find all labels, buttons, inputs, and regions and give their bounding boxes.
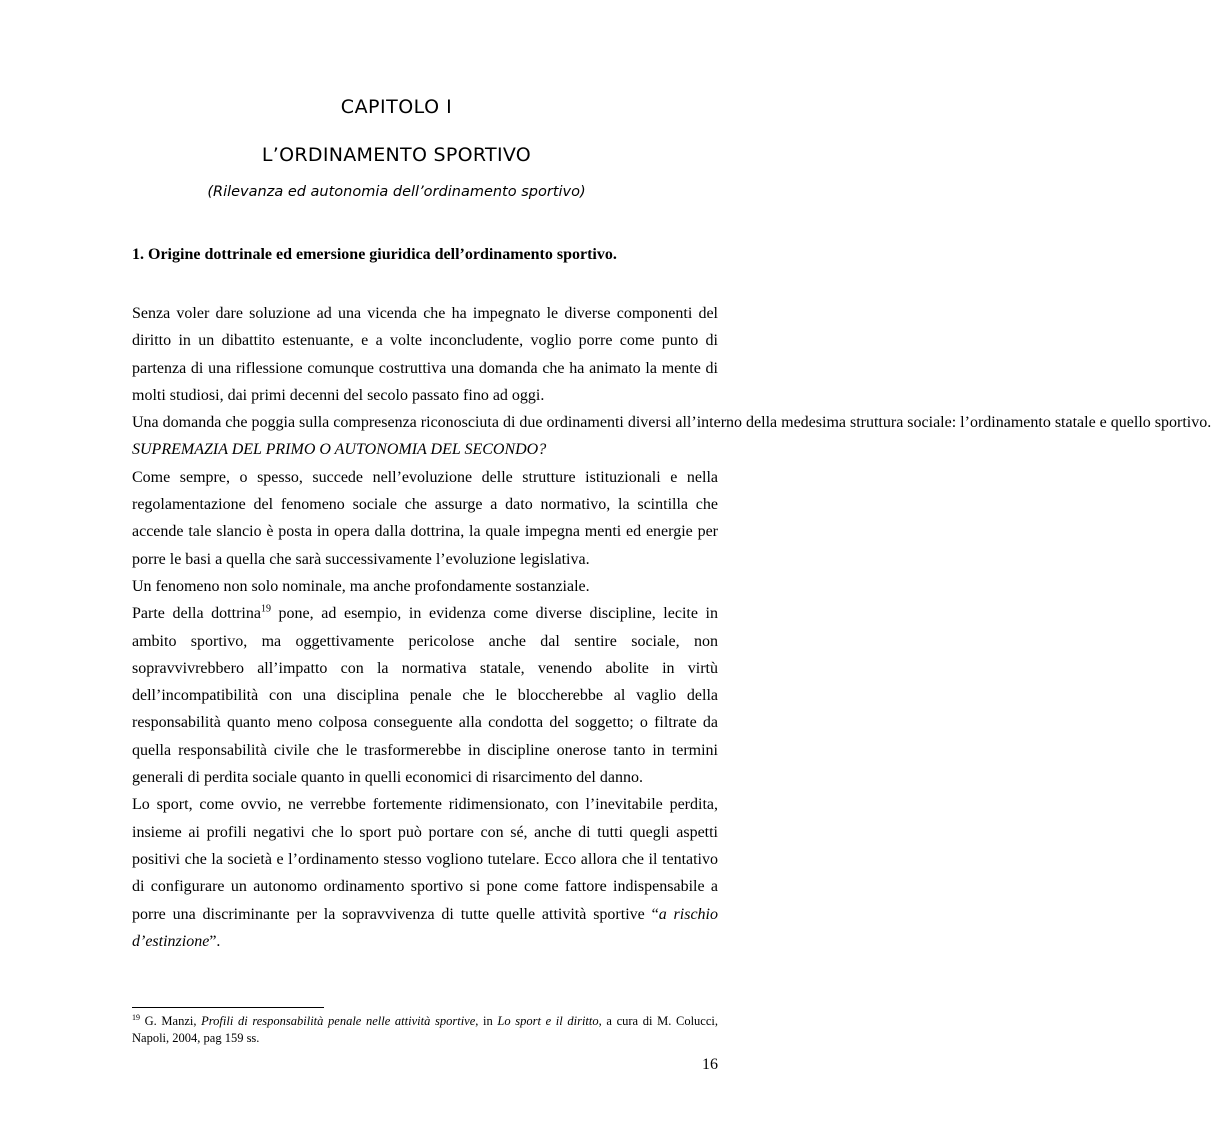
paragraph-4: Come sempre, o spesso, succede nell’evoluzione delle strutture istituzionali e nella regolamentazione del fenomeno sociale che assurge a dato normativo, la scintilla che accende tale slancio è posta in opera dalla dottrina, la quale impegna menti ed energie per porre le basi a quella che sarà successivamente l’evoluzione legislativa. [132, 468, 718, 568]
footnote-italic-2: Lo sport e il diritto [497, 1014, 599, 1028]
paragraph-3-question: SUPREMAZIA DEL PRIMO O AUTONOMIA DEL SECONDO? [132, 441, 547, 459]
paragraph-5: Un fenomeno non solo nominale, ma anche profondamente sostanziale. [132, 577, 590, 595]
footnote-italic-1: Profili di responsabilità penale nelle attività sportive [201, 1014, 476, 1028]
footnote-number: 19 [132, 1012, 140, 1022]
paragraph-6-start: Parte della dottrina [132, 605, 261, 623]
paragraph-6 [132, 600, 718, 791]
chapter-title: L’ORDINAMENTO SPORTIVO [261, 144, 532, 166]
page-number: 16 [702, 1056, 718, 1073]
paragraph-7-start: Lo sport, come ovvio, ne verrebbe fortemente ridimensionato, con l’inevitabile perdita, insieme ai profili negativi che lo sport può portare con sé, anche di tutti quegli aspetti positivi che la società e l’ordinamento stesso vogliono tutelare. Ecco allora che il tentativo di configurare un autonomo ordinamento sportivo si pone come fattore indispensabile a porre una discriminante per la sopravvivenza di tutte quelle attività sportive “ [132, 796, 718, 923]
paragraph-7-italic: a rischio d’estinzione [132, 905, 718, 950]
paragraph-7 [132, 791, 718, 955]
footnote-reference[interactable]: 19 [260, 603, 271, 615]
paragraph-1: Senza voler dare soluzione ad una vicenda che ha impegnato le diverse componenti del diritto in un dibattito estenuante, e a volte inconcludente, voglio porre come punto di partenza di una riflessione comunque costruttiva una domanda che ha animato la mente di molti studiosi, dai primi decenni del secolo passato fino ad oggi. [132, 305, 718, 404]
body-text [132, 300, 1211, 955]
paragraph-6-rest: pone, ad esempio, in evidenza come diverse discipline, lecite in ambito sportivo, ma oggettivamente pericolose anche dal sentire sociale, non sopravvivrebbero all’impatto con la normativa statale, venendo abolite in virtù dell’incompatibilità con una disciplina penale che le bloccherebbe al vaglio della responsabilità quanto meno colposa conseguente alla condotta del soggetto; o filtrate da quella responsabilità civile che le trasformerebbe in discipline onerose tanto in termini generali di perdita sociale quanto in quelli economici di risarcimento del danno. [132, 605, 719, 787]
paragraph-7-end: ”. [209, 932, 221, 950]
chapter-subtitle: (Rilevanza ed autonomia dell’ordinamento sportivo) [207, 184, 586, 200]
chapter-heading: CAPITOLO I [340, 96, 453, 118]
footnote-text-1: G. Manzi, [140, 1014, 202, 1028]
section-title: 1. Origine dottrinale ed emersione giuridica dell’ordinamento sportivo. [132, 246, 617, 263]
footnote-text-3: , a cura di M. Colucci, Napoli, 2004, pag 159 ss. [132, 1014, 719, 1045]
paragraph-2: Una domanda che poggia sulla compresenza riconosciuta di due ordinamenti diversi all’interno della medesima struttura sociale: l’ordinamento statale e quello sportivo. [132, 414, 1211, 432]
footnote-text-2: , in [475, 1014, 498, 1028]
footnote [132, 1013, 718, 1047]
footnote-separator [132, 1007, 324, 1008]
